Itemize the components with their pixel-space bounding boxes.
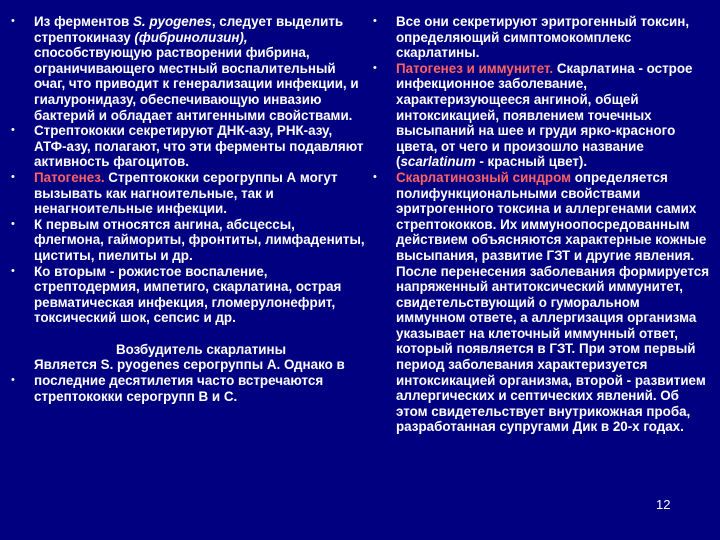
scarlet-agent-text: Является S. pyogenes серогруппы А. Однако в последние десятилетия часто встречаются стрептококки серогрупп В и С. — [34, 357, 345, 404]
erythrogenic-text: Все они секретируют эритрогенный токсин, определяющий симптомокомплекс скарлатины. — [396, 14, 690, 61]
scarlet-syndrome-label: Скарлатинозный синдром — [396, 169, 571, 185]
bullet-marker: • — [11, 373, 15, 386]
bullet-marker: • — [11, 124, 15, 137]
bullet-scarlet-syndrome — [370, 170, 712, 435]
suppurative-text: К первым относятся ангина, абсцессы, флегмона, гаймориты, фронтиты, лимфадениты, циститы, пиелиты и др. — [34, 216, 365, 263]
bullet-marker: • — [373, 15, 377, 27]
bullet-marker: • — [11, 264, 15, 277]
bullet-nonsuppurative — [8, 264, 368, 326]
species-name: S. pyogenes — [132, 14, 212, 29]
bullet-erythrogenic — [370, 14, 712, 61]
scarlet-agent-heading: Возбудитель скарлатины — [115, 341, 287, 357]
dnase-text: Стрептококки секретируют ДНК-азу, РНК-азу, АТФ-азу, полагают, что эти ферменты подавляют активность фагоцитов. — [34, 123, 364, 170]
scarlet-syndrome-text: определяется полифункциональными свойствами эритрогенного токсина и аллергенами самих стрептококков. Их иммуноопосредованным действием объясняются характерные кожные высыпания, развитие ГЗТ и другие явления. После перенесения заболевания формируется напряженный антитоксический иммунитет, свидетельствующий о гуморальном иммунном ответе, а аллергизация организма указывает на клеточный иммунный ответ, который появляется в ГЗТ. При этом первый период заболевания характеризуется интоксикацией организма, второй - развитием аллергических и септических явлений. Об этом свидетельствует внутрикожная проба, разработанная супругами Дик в 20-х годах. — [396, 169, 710, 435]
enzymes-text-a: Из ферментов — [34, 14, 133, 29]
bullet-enzymes — [8, 14, 368, 123]
bullet-marker: • — [373, 61, 377, 74]
pathogenesis-label: Патогенез. — [34, 169, 105, 185]
bullet-marker: • — [373, 170, 377, 183]
bullet-marker: • — [11, 170, 15, 183]
enzymes-text-e: способствующую растворении фибрина, ограничивающего местный воспалительный очаг, что приводит к генерализации инфекции, и гиалуронидазу, обеспечивающую инвазию бактерий и обладает антигенными свойствами. — [34, 45, 359, 123]
bullet-pathogenesis — [8, 170, 368, 217]
nonsuppurative-text: Ко вторым - рожистое воспаление, стрептодермия, импетиго, скарлатина, острая ревматическая инфекция, гломерулонефрит, токсический шок, сепсис и др. — [34, 263, 342, 326]
enzymes-text-c: , следует выделить стрептокиназу — [34, 14, 344, 45]
bullet-scarlet-agent — [8, 342, 368, 404]
bullet-dnase — [8, 123, 368, 170]
pathogenesis-text: Стрептококки серогруппы А могут вызывать как нагноительные, так и ненагноительные инфекции. — [34, 169, 338, 217]
bullet-suppurative — [8, 217, 368, 264]
pathogenesis-immunity-text-b: Скарлатина - острое инфекционное заболевание, характеризующееся ангиной, общей интоксикацией, появлением точечных высыпаний на шее и груди ярко-красного цвета, от чего и произошло название ( — [396, 60, 693, 170]
spacer — [8, 326, 368, 342]
pathogenesis-immunity-label: Патогенез и иммунитет. — [396, 60, 554, 76]
left-column — [8, 14, 368, 404]
right-column — [370, 14, 712, 435]
page-number: 12 — [656, 497, 671, 512]
bullet-marker: • — [11, 217, 15, 230]
pathogenesis-immunity-text-d: - красный цвет). — [475, 154, 588, 170]
bullet-marker: • — [11, 15, 15, 27]
fibrinolysin-term: (фибринолизин), — [134, 29, 248, 45]
bullet-pathogenesis-immunity — [370, 61, 712, 170]
scarlatinum-term: scarlatinum — [400, 154, 476, 170]
